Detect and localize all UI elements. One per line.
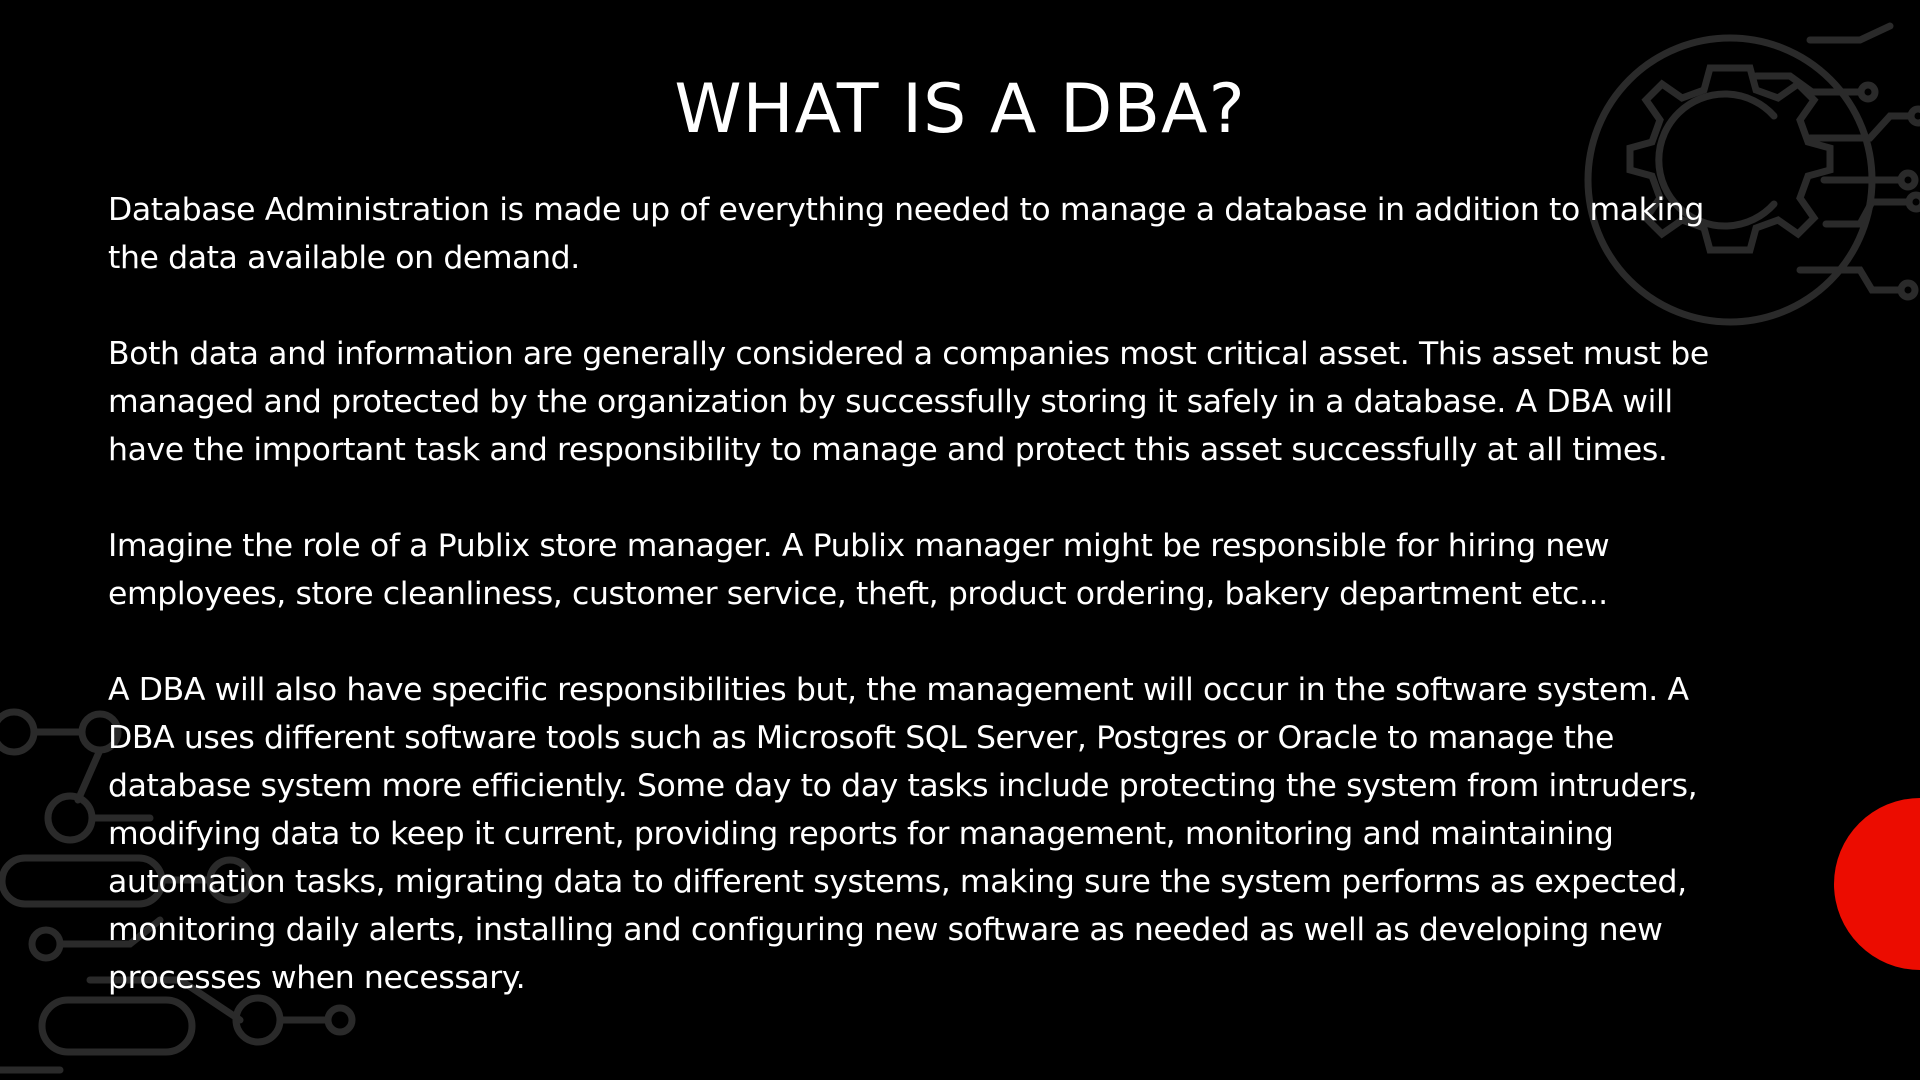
paragraph-asset: Both data and information are generally considered a companies most critical asset. This asset must be managed and protected by the organization by successfully storing it safely in a database. A DBA will have the important task and responsibility to manage and protect this asset successfully at all times. xyxy=(108,336,1709,468)
paragraph-responsibilities: A DBA will also have specific responsibilities but, the management will occur in the software system. A DBA uses different software tools such as Microsoft SQL Server, Postgres or Oracle to manage the database system more efficiently. Some day to day tasks include protecting the system from intruders, modifying data to keep it current, providing reports for management, monitoring and maintaining automation tasks, migrating data to different systems, making sure the system performs as expected, monitoring daily alerts, installing and configuring new software as needed as well as developing new processes when necessary. xyxy=(108,672,1698,996)
paragraph-definition: Database Administration is made up of everything needed to manage a database in addition to making the data available on demand. xyxy=(108,192,1705,276)
red-accent-circle xyxy=(1834,798,1920,970)
paragraph-publix-analogy: Imagine the role of a Publix store manager. A Publix manager might be responsible for hiring new employees, store cleanliness, customer service, theft, product ordering, bakery department etc... xyxy=(108,528,1610,612)
slide-title: WHAT IS A DBA? xyxy=(674,70,1246,149)
slide-body xyxy=(108,186,1808,1050)
